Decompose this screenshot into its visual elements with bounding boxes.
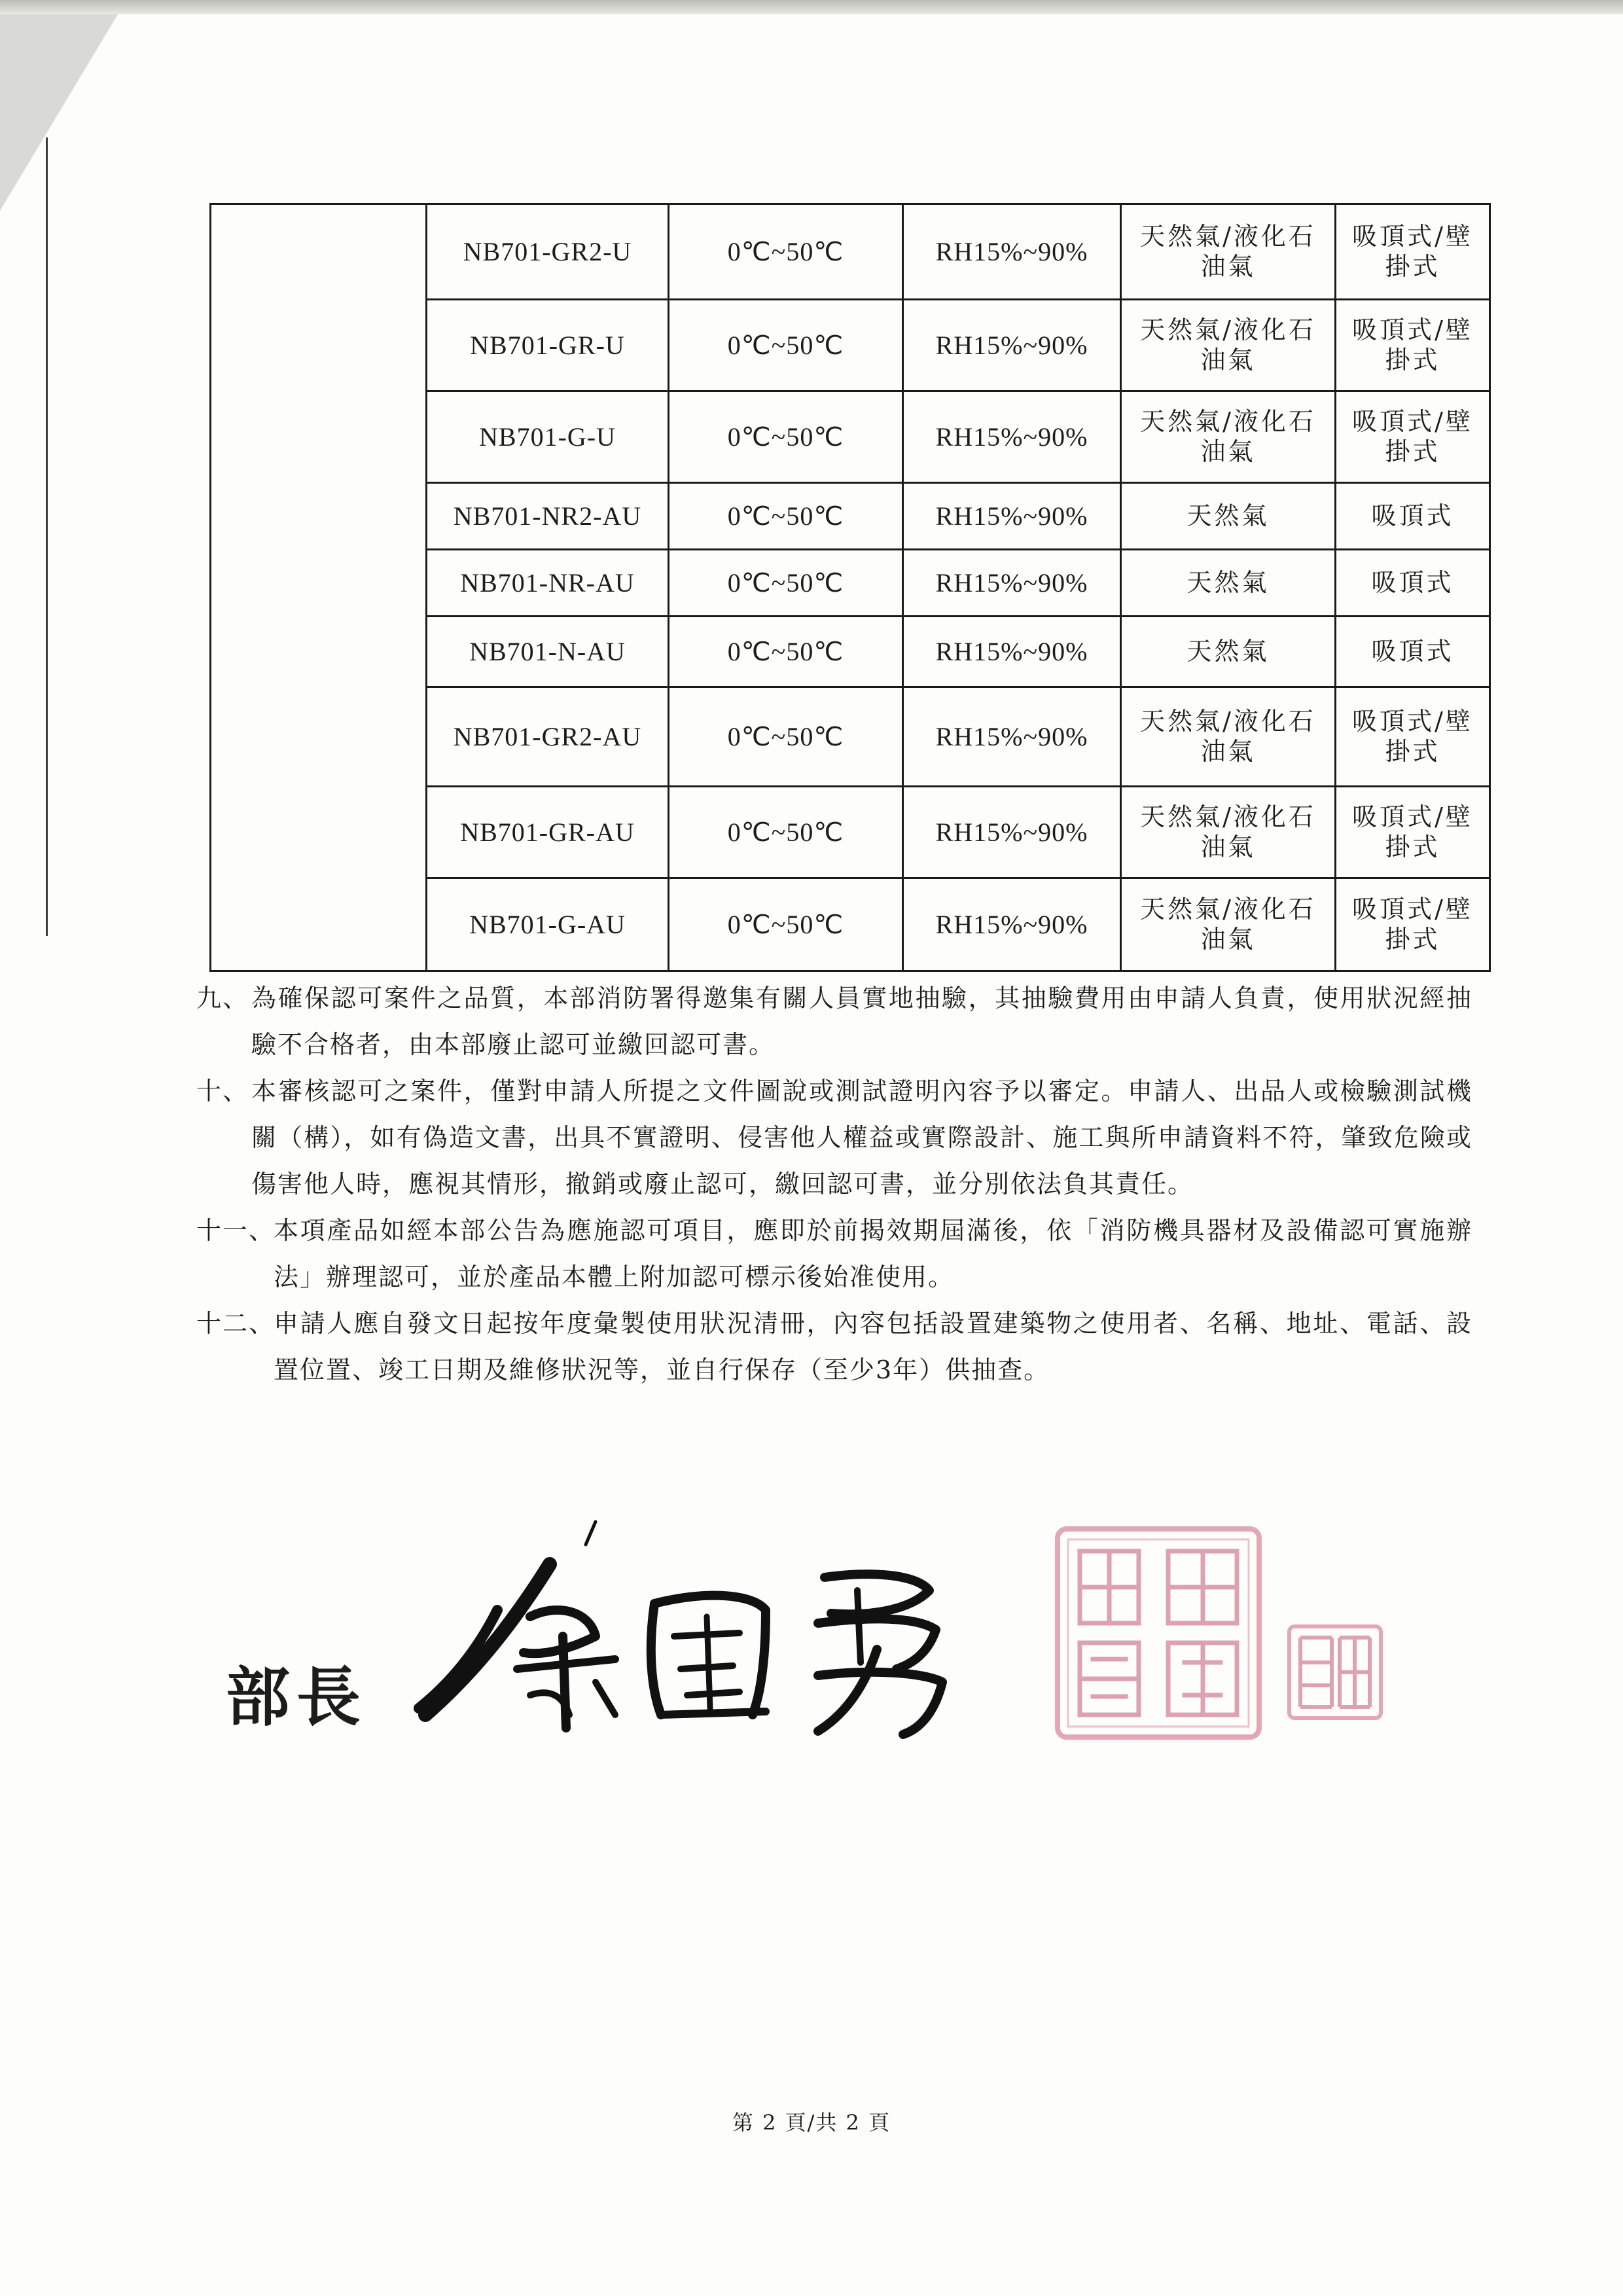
scan-left-edge	[46, 137, 48, 936]
mount-type-cell-text: 吸頂式/壁掛式	[1352, 706, 1473, 766]
humidity-cell-text: RH15%~90%	[935, 817, 1088, 847]
clause-item	[196, 975, 1472, 1068]
spec-table	[209, 203, 1491, 972]
gas-type-cell	[1121, 617, 1336, 687]
temperature-cell	[669, 550, 903, 617]
humidity-cell	[903, 391, 1121, 483]
gas-type-cell	[1121, 550, 1336, 617]
gas-type-cell-text: 天然氣/液化石油氣	[1140, 894, 1316, 954]
model-cell-text: NB701-GR-U	[470, 330, 625, 360]
gas-type-cell-text: 天然氣/液化石油氣	[1140, 802, 1316, 861]
clause-number: 十、	[196, 1077, 249, 1105]
mount-type-cell	[1336, 687, 1490, 787]
mount-type-cell	[1336, 878, 1490, 971]
temperature-cell-text: 0℃~50℃	[727, 721, 844, 751]
model-cell	[427, 687, 669, 787]
temperature-cell	[669, 687, 903, 787]
model-cell-text: NB701-NR-AU	[460, 567, 635, 598]
gas-type-cell-text: 天然氣/液化石油氣	[1140, 406, 1316, 466]
model-cell-text: NB701-GR2-AU	[453, 721, 642, 751]
mount-type-cell-text: 吸頂式/壁掛式	[1352, 894, 1473, 954]
model-cell	[427, 617, 669, 687]
humidity-cell-text: RH15%~90%	[935, 567, 1088, 598]
spec-table-body	[211, 204, 1490, 971]
mount-type-cell-text: 吸頂式/壁掛式	[1352, 315, 1473, 374]
clause-text: 本項產品如經本部公告為應施認可項目，應即於前揭效期屆滿後，依「消防機具器材及設備認可實施辦法」辦理認可，並於產品本體上附加認可標示後始准使用。	[274, 1216, 1472, 1291]
clause-item	[196, 1208, 1472, 1300]
model-cell	[427, 878, 669, 971]
temperature-cell	[669, 617, 903, 687]
humidity-cell-text: RH15%~90%	[935, 330, 1088, 360]
model-cell-text: NB701-GR2-U	[463, 236, 632, 266]
mount-type-cell-text: 吸頂式/壁掛式	[1352, 406, 1473, 466]
clause-text: 本審核認可之案件，僅對申請人所提之文件圖說或測試證明內容予以審定。申請人、出品人或檢驗測試機關（構），如有偽造文書，出具不實證明、侵害他人權益或實際設計、施工與所申請資料不符，肇致危險或傷害他人時，應視其情形，撤銷或廢止認可，繳回認可書，並分別依法負其責任。	[251, 1077, 1472, 1198]
temperature-cell	[669, 300, 903, 391]
humidity-cell	[903, 483, 1121, 550]
model-cell-text: NB701-N-AU	[469, 636, 626, 666]
gas-type-cell-text: 天然氣/液化石油氣	[1140, 221, 1316, 281]
model-cell	[427, 391, 669, 483]
mount-type-cell	[1336, 204, 1490, 300]
temperature-cell-text: 0℃~50℃	[727, 330, 844, 360]
temperature-cell	[669, 204, 903, 300]
clause-item	[196, 1300, 1472, 1393]
mount-type-cell-text: 吸頂式	[1371, 501, 1454, 530]
model-cell	[427, 787, 669, 878]
category-cell	[211, 204, 427, 971]
mount-type-cell	[1336, 787, 1490, 878]
humidity-cell-text: RH15%~90%	[935, 422, 1088, 452]
temperature-cell-text: 0℃~50℃	[727, 236, 844, 266]
mount-type-cell-text: 吸頂式	[1371, 567, 1454, 597]
temperature-cell-text: 0℃~50℃	[727, 817, 844, 847]
humidity-cell-text: RH15%~90%	[935, 909, 1088, 939]
model-cell-text: NB701-G-AU	[469, 909, 626, 939]
scan-folded-corner	[0, 14, 118, 211]
temperature-cell-text: 0℃~50℃	[727, 567, 844, 598]
temperature-cell-text: 0℃~50℃	[727, 501, 844, 531]
humidity-cell	[903, 787, 1121, 878]
model-cell	[427, 550, 669, 617]
clause-text: 申請人應自發文日起按年度彙製使用狀況清冊，內容包括設置建築物之使用者、名稱、地址、電話、設置位置、竣工日期及維修狀況等，並自行保存（至少3年）供抽查。	[274, 1309, 1472, 1384]
gas-type-cell-text: 天然氣	[1186, 636, 1270, 666]
clause-number: 九、	[196, 984, 249, 1013]
humidity-cell-text: RH15%~90%	[935, 721, 1088, 751]
temperature-cell	[669, 391, 903, 483]
model-cell	[427, 483, 669, 550]
signature-title: 部長	[226, 1660, 368, 1735]
mount-type-cell	[1336, 483, 1490, 550]
model-cell-text: NB701-NR2-AU	[453, 501, 642, 531]
mount-type-cell	[1336, 300, 1490, 391]
clause-item	[196, 1068, 1472, 1208]
temperature-cell	[669, 483, 903, 550]
gas-type-cell	[1121, 878, 1336, 971]
humidity-cell	[903, 204, 1121, 300]
humidity-cell-text: RH15%~90%	[935, 636, 1088, 666]
mount-type-cell-text: 吸頂式/壁掛式	[1352, 221, 1473, 281]
gas-type-cell	[1121, 787, 1336, 878]
mount-type-cell-text: 吸頂式/壁掛式	[1352, 802, 1473, 861]
mount-type-cell	[1336, 617, 1490, 687]
clause-list	[196, 975, 1472, 1393]
official-seal-small	[1286, 1623, 1384, 1721]
clause-number: 十二、	[196, 1309, 276, 1338]
gas-type-cell-text: 天然氣	[1186, 501, 1270, 530]
temperature-cell	[669, 878, 903, 971]
official-seal-large	[1054, 1525, 1263, 1741]
temperature-cell-text: 0℃~50℃	[727, 909, 844, 939]
gas-type-cell-text: 天然氣/液化石油氣	[1140, 706, 1316, 766]
humidity-cell	[903, 617, 1121, 687]
mount-type-cell	[1336, 550, 1490, 617]
humidity-cell	[903, 687, 1121, 787]
humidity-cell	[903, 550, 1121, 617]
table-row	[211, 204, 1490, 300]
handwritten-signature	[399, 1518, 988, 1741]
model-cell	[427, 300, 669, 391]
page-number: 第 2 頁/共 2 頁	[732, 2110, 891, 2135]
temperature-cell-text: 0℃~50℃	[727, 636, 844, 666]
model-cell	[427, 204, 669, 300]
gas-type-cell	[1121, 300, 1336, 391]
humidity-cell	[903, 300, 1121, 391]
gas-type-cell	[1121, 483, 1336, 550]
model-cell-text: NB701-G-U	[479, 422, 616, 452]
clause-text: 為確保認可案件之品質，本部消防署得邀集有關人員實地抽驗，其抽驗費用由申請人負責，使用狀況經抽驗不合格者，由本部廢止認可並繳回認可書。	[251, 984, 1472, 1059]
temperature-cell-text: 0℃~50℃	[727, 422, 844, 452]
mount-type-cell-text: 吸頂式	[1371, 636, 1454, 666]
gas-type-cell	[1121, 204, 1336, 300]
gas-type-cell-text: 天然氣	[1186, 567, 1270, 597]
clause-number: 十一、	[196, 1216, 276, 1245]
model-cell-text: NB701-GR-AU	[460, 817, 635, 847]
gas-type-cell	[1121, 687, 1336, 787]
mount-type-cell	[1336, 391, 1490, 483]
gas-type-cell	[1121, 391, 1336, 483]
temperature-cell	[669, 787, 903, 878]
gas-type-cell-text: 天然氣/液化石油氣	[1140, 315, 1316, 374]
humidity-cell-text: RH15%~90%	[935, 501, 1088, 531]
scan-top-edge	[0, 0, 1623, 14]
humidity-cell	[903, 878, 1121, 971]
humidity-cell-text: RH15%~90%	[935, 236, 1088, 266]
